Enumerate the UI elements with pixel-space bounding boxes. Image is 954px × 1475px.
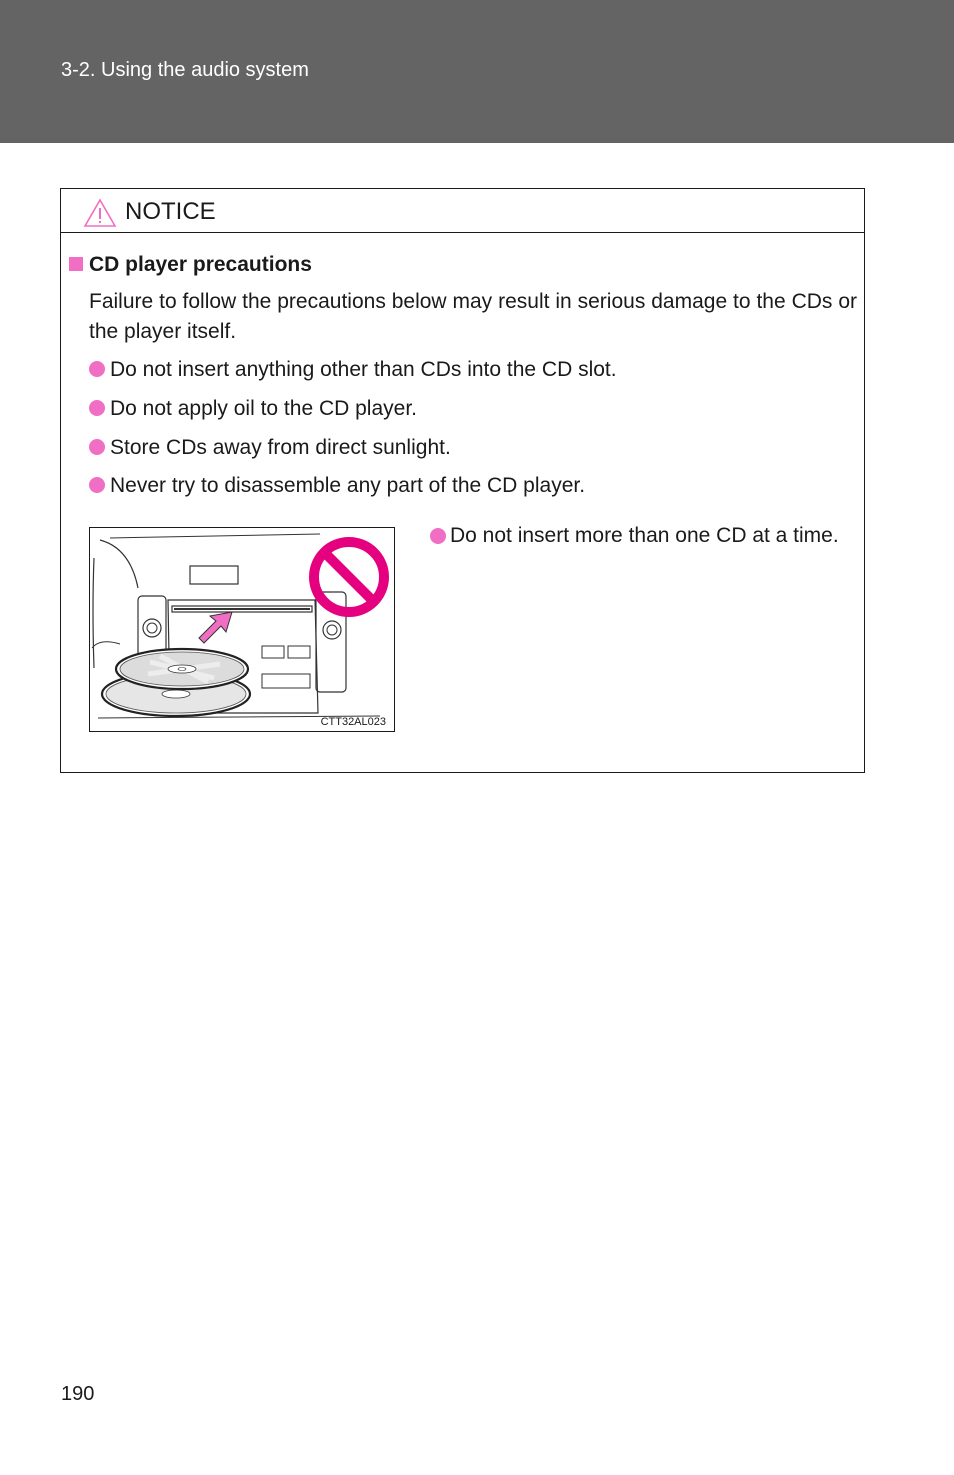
section-heading: CD player precautions: [89, 253, 312, 276]
list-item: [89, 357, 617, 383]
list-item-text: Do not insert more than one CD at a time.: [450, 524, 839, 547]
list-item-text: Do not insert anything other than CDs into the CD slot.: [110, 358, 617, 381]
warning-triangle-icon: [83, 198, 117, 228]
bullet-dot-icon: [89, 361, 105, 377]
breadcrumb: 3-2. Using the audio system: [61, 59, 309, 81]
cd-slot-illustration: [89, 527, 395, 732]
list-item: [430, 521, 850, 551]
prohibition-sign-icon: [308, 536, 390, 618]
square-bullet-icon: [69, 257, 83, 271]
header-band: [0, 0, 954, 143]
notice-header: [61, 189, 864, 233]
list-item: [89, 435, 451, 461]
page-number: 190: [61, 1383, 95, 1405]
bullet-dot-icon: [89, 477, 105, 493]
figure-code: CTT32AL023: [320, 716, 386, 728]
list-item-text: Never try to disassemble any part of the CD player.: [110, 474, 586, 497]
arrow-icon: [196, 610, 236, 646]
list-item-text: Store CDs away from direct sunlight.: [110, 436, 451, 459]
bullet-dot-icon: [430, 528, 446, 544]
notice-box: [60, 188, 865, 773]
list-item: [89, 473, 585, 499]
list-item-text: Do not apply oil to the CD player.: [110, 397, 418, 420]
list-item: [89, 396, 417, 422]
bullet-dot-icon: [89, 400, 105, 416]
notice-title: NOTICE: [125, 198, 216, 225]
bullet-dot-icon: [89, 439, 105, 455]
intro-paragraph: Failure to follow the precautions below may result in serious damage to the CDs or the player itself.: [89, 290, 857, 343]
